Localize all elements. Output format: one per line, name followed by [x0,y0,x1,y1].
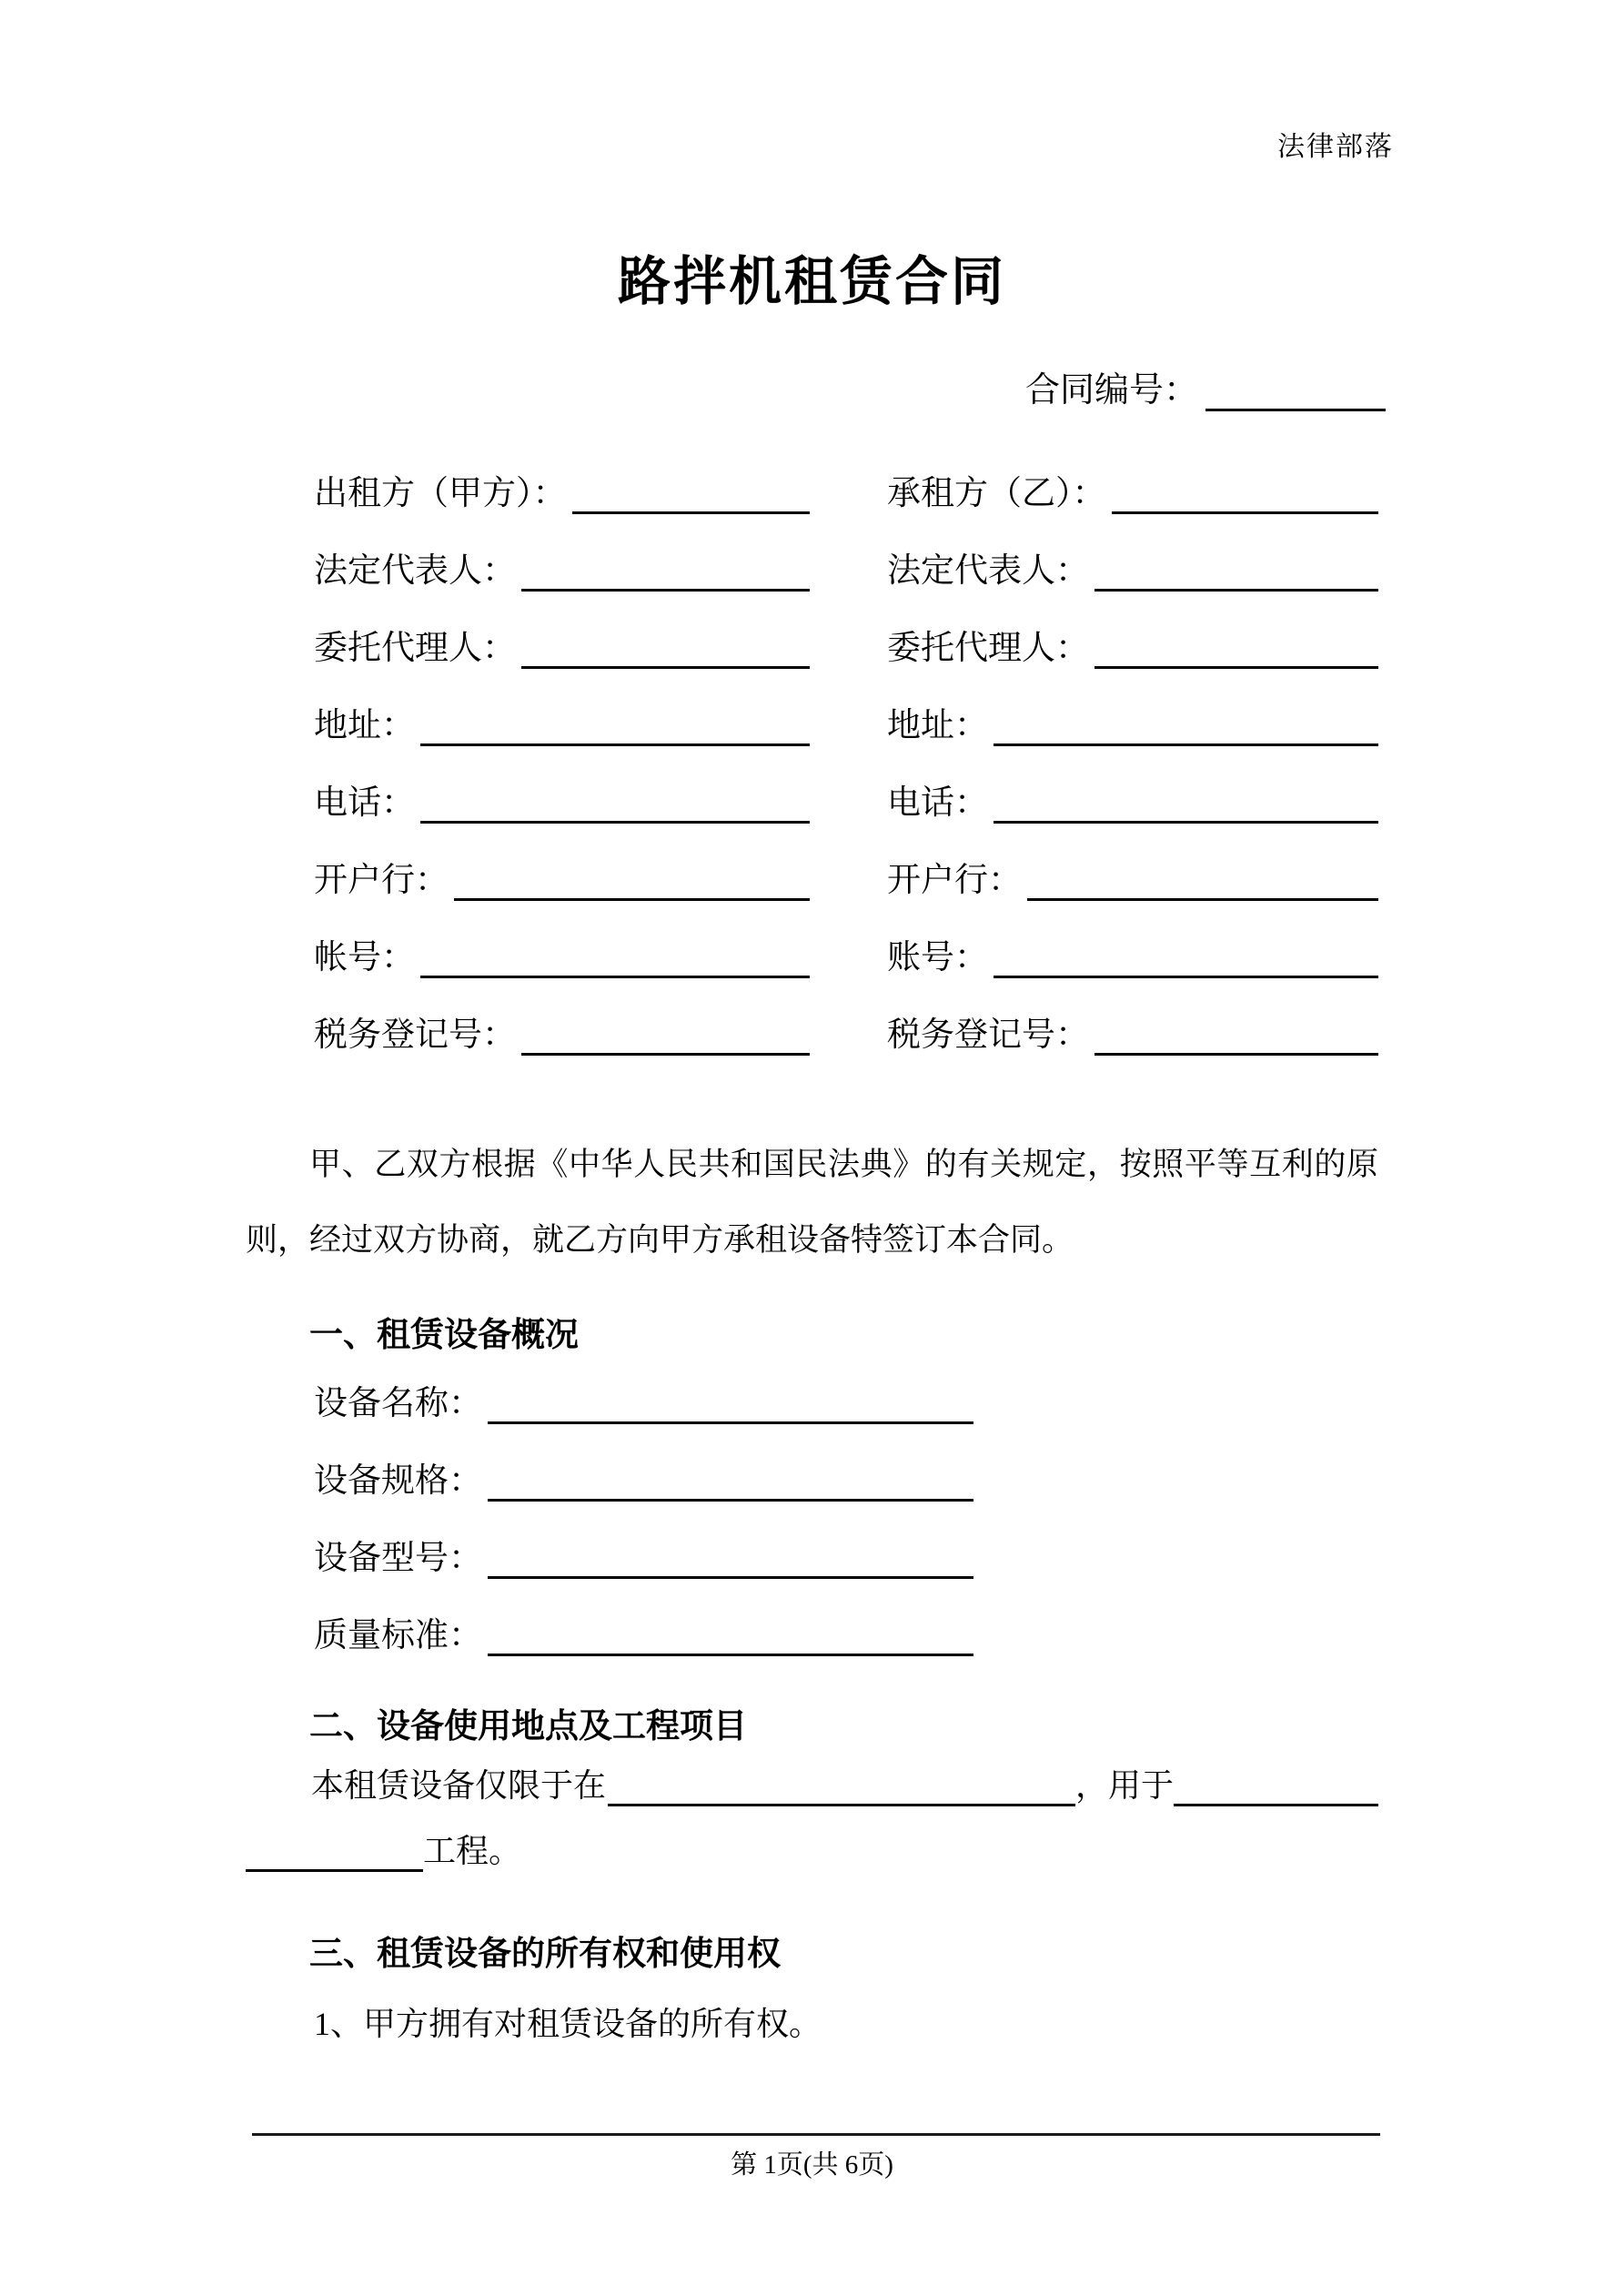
party-field-blank [994,810,1378,824]
equipment-field-blank [488,1488,973,1502]
equipment-field-quality [314,1579,973,1656]
party-field-blank [994,965,1378,978]
party-field-label: 税务登记号： [887,1017,1089,1054]
party-field-blank [521,578,810,592]
equipment-field-name [314,1347,973,1424]
equipment-field-spec [314,1424,973,1502]
party-field-agent-left [314,592,810,669]
party-field-lessor [314,437,810,514]
section-2-heading: 二、设备使用地点及工程项目 [309,1707,747,1745]
party-field-label: 账号： [887,939,988,976]
equipment-field-label: 设备名称： [314,1385,482,1422]
party-info-grid [314,437,1378,1056]
preamble-paragraph: 甲、乙双方根据《中华人民共和国民法典》的有关规定，按照平等互利的原则，经过双方协商，就乙方向甲方承租设备特签订本合同。 [246,1147,1378,1258]
party-field-bank-left [314,824,810,901]
party-field-bank-right [887,824,1378,901]
equipment-field-blank [488,1565,973,1579]
party-field-blank [454,887,810,901]
equipment-field-blank [488,1643,973,1656]
party-field-phone-right [887,746,1378,824]
equipment-field-blank [488,1411,973,1424]
equipment-field-model [314,1502,973,1579]
party-field-blank [572,501,811,514]
party-field-blank [1094,655,1378,669]
section-3-heading: 三、租赁设备的所有权和使用权 [309,1935,781,1972]
party-field-blank [521,655,810,669]
party-field-label: 地址： [314,707,415,744]
party-field-legal-rep-left [314,514,810,592]
equipment-field-label: 设备规格： [314,1462,482,1500]
party-field-label: 地址： [887,707,988,744]
footer-divider [252,2133,1380,2136]
usage-project-blank [246,1858,423,1872]
equipment-field-label: 质量标准： [314,1617,482,1654]
party-field-label: 开户行： [887,862,1022,899]
party-field-label: 出租方（甲方）： [314,475,567,512]
usage-clause-line-2 [246,1795,1378,1872]
usage-clause-prefix: 本租赁设备仅限于在 [311,1767,607,1804]
party-field-agent-right [887,592,1378,669]
party-field-blank [420,965,810,978]
party-field-label: 开户行： [314,862,449,899]
party-field-label: 委托代理人： [887,630,1089,667]
party-field-blank [420,810,810,824]
party-field-legal-rep-right [887,514,1378,592]
party-field-address-left [314,669,810,746]
party-field-address-right [887,669,1378,746]
party-field-label: 承租方（乙）： [887,475,1106,512]
party-field-label: 电话： [887,784,988,822]
contract-number-row [1025,360,1386,411]
party-field-label: 电话： [314,784,415,822]
party-field-blank [521,1042,810,1056]
party-field-blank [1094,578,1378,592]
contract-number-blank [1205,398,1386,411]
party-field-tax-id-left [314,978,810,1056]
party-field-label: 税务登记号： [314,1017,516,1054]
section-1-heading: 一、租赁设备概况 [309,1316,579,1353]
party-field-account-right [887,901,1378,978]
party-field-blank [1112,501,1379,514]
party-field-blank [994,733,1378,746]
party-field-phone-left [314,746,810,824]
page-number: 第 1页(共 6页) [731,2150,893,2180]
party-field-blank [1027,887,1378,901]
party-field-tax-id-right [887,978,1378,1056]
usage-clause-mid: ，用于 [1074,1767,1174,1804]
party-field-label: 帐号： [314,939,415,976]
page-title: 路拌机租赁合同 [617,252,1006,311]
party-field-label: 委托代理人： [314,630,516,667]
party-field-account-left [314,901,810,978]
ownership-item-1: 1、甲方拥有对租赁设备的所有权。 [314,2006,822,2042]
contract-number-label: 合同编号： [1025,371,1199,410]
watermark: 法律部落 [1277,132,1394,162]
party-field-blank [1094,1042,1378,1056]
party-field-label: 法定代表人： [314,552,516,590]
party-field-blank [420,733,810,746]
party-field-lessee [887,437,1378,514]
usage-clause-suffix: 工程。 [423,1833,522,1869]
equipment-fields [314,1347,973,1656]
party-field-label: 法定代表人： [887,552,1089,590]
equipment-field-label: 设备型号： [314,1540,482,1577]
